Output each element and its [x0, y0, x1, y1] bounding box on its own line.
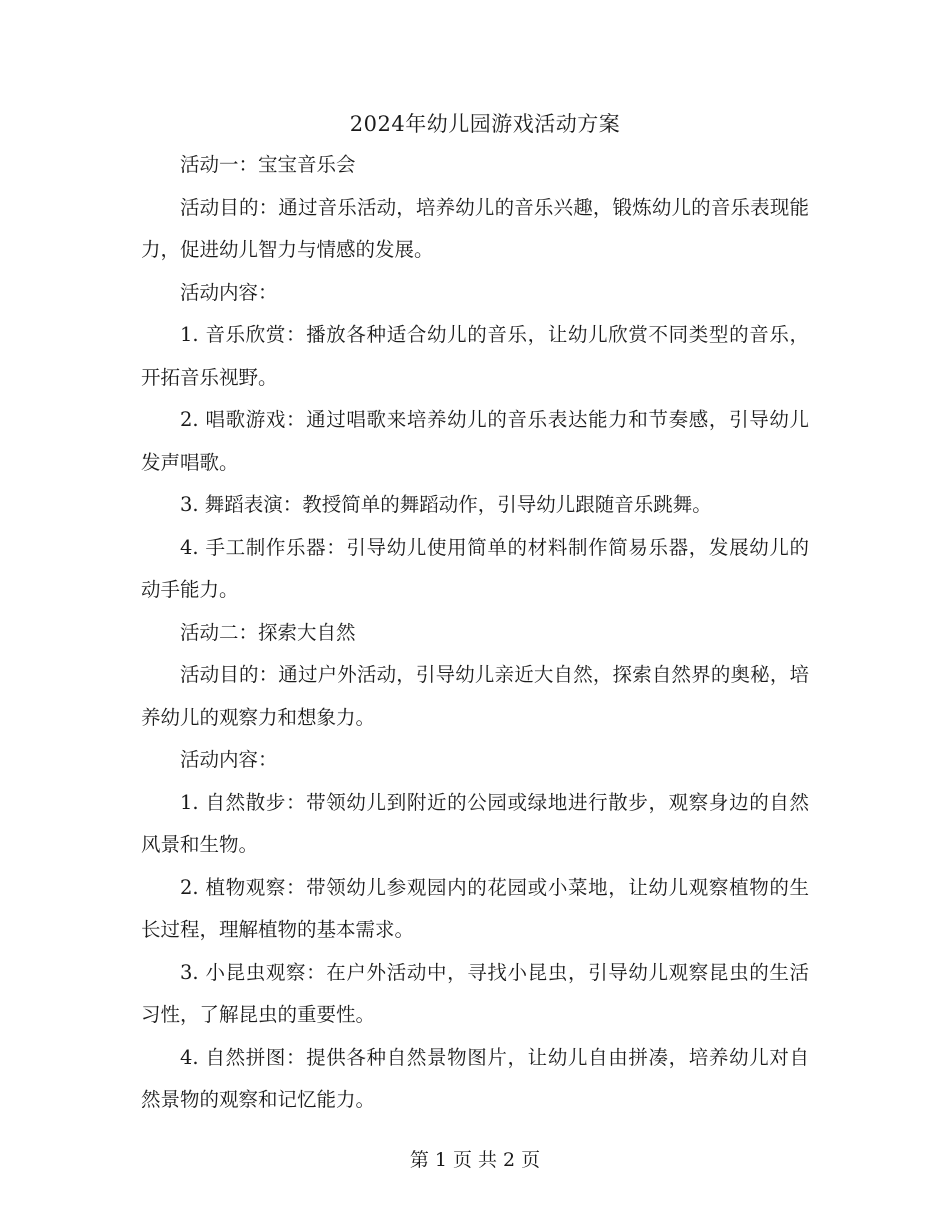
document-title: 2024年幼儿园游戏活动方案	[349, 112, 621, 136]
activity-1-content-label: 活动内容：	[180, 280, 278, 304]
activity-2-item-2: 2. 植物观察：带领幼儿参观园内的花园或小菜地，让幼儿观察植物的生长过程，理解植物的基本需求。	[141, 875, 809, 941]
activity-1-purpose: 活动目的：通过音乐活动，培养幼儿的音乐兴趣，锻炼幼儿的音乐表现能力，促进幼儿智力与情感的发展。	[141, 195, 809, 261]
activity-1-item-1: 1. 音乐欣赏：播放各种适合幼儿的音乐，让幼儿欣赏不同类型的音乐，开拓音乐视野。	[141, 323, 809, 389]
activity-1-item-3: 3. 舞蹈表演：教授简单的舞蹈动作，引导幼儿跟随音乐跳舞。	[180, 493, 712, 516]
section-heading-activity-2: 活动二：探索大自然	[180, 620, 356, 644]
page-number-footer: 第 1 页 共 2 页	[409, 1149, 541, 1171]
activity-2-item-1: 1. 自然散步：带领幼儿到附近的公园或绿地进行散步，观察身边的自然风景和生物。	[141, 790, 809, 856]
activity-2-content-label: 活动内容：	[180, 748, 278, 771]
activity-1-item-2: 2. 唱歌游戏：通过唱歌来培养幼儿的音乐表达能力和节奏感，引导幼儿发声唱歌。	[141, 408, 809, 474]
activity-2-item-4: 4. 自然拼图：提供各种自然景物图片，让幼儿自由拼凑，培养幼儿对自然景物的观察和记忆能力。	[141, 1045, 809, 1111]
activity-2-item-3: 3. 小昆虫观察：在户外活动中，寻找小昆虫，引导幼儿观察昆虫的生活习性，了解昆虫的重要性。	[141, 960, 809, 1026]
section-heading-activity-1: 活动一：宝宝音乐会	[180, 153, 356, 176]
activity-1-item-4: 4. 手工制作乐器：引导幼儿使用简单的材料制作简易乐器，发展幼儿的动手能力。	[141, 535, 809, 601]
activity-2-purpose: 活动目的：通过户外活动，引导幼儿亲近大自然，探索自然界的奥秘，培养幼儿的观察力和想象力。	[141, 663, 809, 729]
document-body	[141, 104, 809, 1122]
